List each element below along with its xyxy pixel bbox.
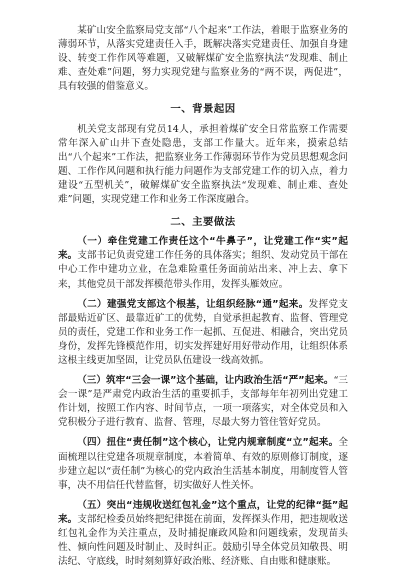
practice-item-1-body: 支部书记负责党建工作任务的具体落实；组织、发动党员干部在中心工作中建功立业，在急难险重任务面前站出来、冲上去、拿下来，其他党员干部发挥模范带头作用，发挥头雁效应。 xyxy=(58,250,349,290)
practice-item-4-title: （四）扭住“责任制”这个核心，让党内规章制度“立”起来。 xyxy=(77,437,339,449)
practice-item-2 xyxy=(58,298,348,368)
document-page xyxy=(58,24,348,575)
background-paragraph: 机关党支部现有党员14人，承担着煤矿安全日常监察工作需要常年深入矿山井下查处隐患，支部工作量大。近年来，摸索总结出“八个起来”工作法，把监察业务工作薄弱环节作为党员思想观念问题、工作作风问题和执行能力问题作为支部党建工作的切入点，着力建设“五型机关”，破解煤矿安全监察执法“发现难、制止难、查处难”问题，实现党建工作和业务工作深度融合。 xyxy=(58,123,348,206)
practice-item-4 xyxy=(58,436,348,492)
section-heading-practices: 二、主要做法 xyxy=(170,216,236,229)
practice-item-1 xyxy=(58,235,348,291)
practice-item-2-body: 发挥党支部最贴近矿区、最靠近矿工的优势，自觉承担起教育、监督、管理党员的责任，党建工作和业务工作一起抓、互促进、相融合，突出党员身份，发挥先锋模范作用，切实发挥建好用好带动作用，让组织体系这根主线更加坚固，让党员队伍建设一线高效抓。 xyxy=(58,298,348,366)
practice-item-1-title: （一）牵住党建工作责任这个“牛鼻子”，让党建工作“实”起来。 xyxy=(58,236,348,262)
practice-item-2-title: （二）建强党支部这个根基，让组织经脉“通”起来。 xyxy=(77,298,309,310)
practice-item-5-title: （五）突出“违规收送红包礼金”这个重点，让党的纪律“挺”起来。 xyxy=(58,499,348,525)
practice-item-5-body: 支部纪检委员始终把纪律挺在前面，发挥探头作用，把违规收送红包礼金作为关注重点，及时捕捉廉政风险和问题线索，发现苗头性、倾向性问题及时制止、及时纠正。鼓励引导全体党员知敬畏、明法纪、守底线，时时刻刻算好政治账、经济账、自由账和健康账。 xyxy=(58,513,349,568)
practice-item-3 xyxy=(58,374,348,430)
practice-item-4-body: 全面梳理以往党建各项规章制度，本着简单、有效的原则修订制度，逐步建立起以“责任制”为核心的党内政治生活基本制度，用制度管人管事，决不用信任代替监督，切实做好人性关怀。 xyxy=(58,437,348,491)
intro-paragraph: 某矿山安全监察局党支部“八个起来”工作法，着眼于监察业务的薄弱环节，从落实党建责任入手，既解决落实党建责任、加强自身建设、转变工作作风等难题，又破解煤矿安全监察执法“发现难、制止难、查处难”问题，努力实现党建与监察业务的“两不误，两促进”，具有较强的借鉴意义。 xyxy=(58,25,348,93)
practice-item-3-title: （三）筑牢“三会一课”这个基础，让内政治生活“严”起来。 xyxy=(77,375,334,387)
section-heading-background: 一、背景起因 xyxy=(170,103,236,116)
practice-item-3-body: “三会一课”是严肃党内政治生活的重要抓手，支部每年年初列出党建工作计划，按照工作内容、时间节点，一项一项落实，对全体党员和入党积极分子进行教育、监督、管理，尽最大努力管住管好党员。 xyxy=(58,375,348,429)
practice-item-5 xyxy=(58,499,348,569)
